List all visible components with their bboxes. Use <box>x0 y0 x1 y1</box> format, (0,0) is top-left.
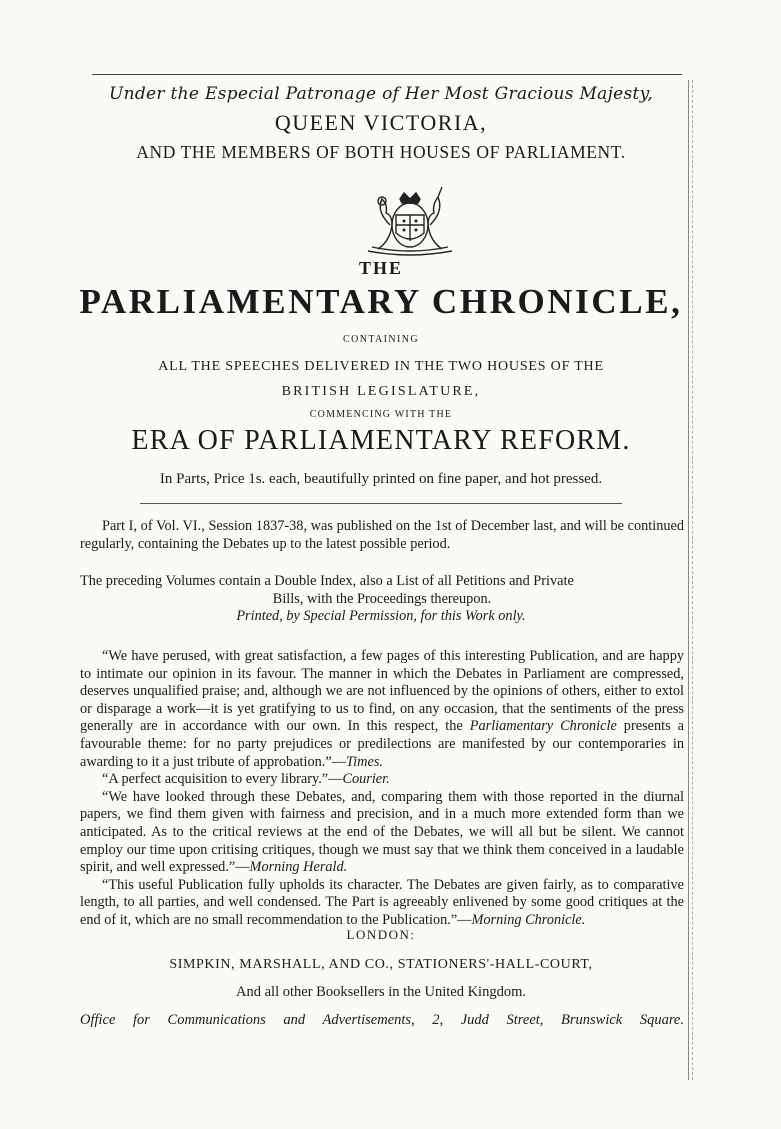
review-chronicle <box>80 877 684 930</box>
reviews-block <box>80 648 684 930</box>
top-rule <box>92 74 682 75</box>
review-courier <box>80 771 684 789</box>
review-chronicle-source: Morning Chronicle. <box>471 911 586 928</box>
royal-coat-of-arms-icon <box>342 185 478 259</box>
members-line: AND THE MEMBERS OF BOTH HOUSES OF PARLIAMENT. <box>136 142 626 162</box>
patronage-line: Under the Especial Patronage of Her Most Gracious Majesty, <box>108 84 654 104</box>
review-times-text2: presents a favourable theme: for no party prejudices or predilections are manifested by our contemporaries in awarding to it a just tribute of approbation.”— <box>80 718 684 770</box>
imprint-booksellers: And all other Booksellers in the United Kingdom. <box>236 984 526 1000</box>
review-times-source: Times. <box>346 753 383 770</box>
review-times <box>80 648 684 771</box>
review-herald <box>80 789 684 877</box>
volumes-notice-line-a: The preceding Volumes contain a Double Index, also a List of all Petitions and Private <box>80 573 574 589</box>
price-line: In Parts, Price 1s. each, beautifully printed on fine paper, and hot pressed. <box>159 471 603 487</box>
title-the: THE <box>358 258 403 278</box>
review-courier-text: “A perfect acquisition to every library.”— <box>102 771 343 788</box>
imprint-publisher: SIMPKIN, MARSHALL, AND CO., STATIONERS'-HALL-COURT, <box>169 957 593 972</box>
volumes-notice <box>80 573 684 608</box>
review-times-italic: Parliamentary Chronicle <box>469 718 617 735</box>
review-courier-source: Courier. <box>342 771 390 788</box>
review-times-text: “We have perused, with great satisfaction, a few pages of this interesting Publication, and are happy to intimate our opinion in its favour. The manner in which the Debates in Parliament are compressed, deserves unqualified praise; and, although we are not influenced by the opinions of others, either to extol or disparage a work—it is yet gratifying to us to find, on any occasion, that the sentiments of the press generally are in accordance with our own. In this respect, the <box>80 648 684 735</box>
volumes-notice-line-b: Bills, with the Proceedings thereupon. <box>272 590 492 607</box>
part-notice <box>80 518 684 553</box>
title-commencing: COMMENCING WITH THE <box>309 409 453 420</box>
imprint-city: LONDON: <box>346 927 416 942</box>
review-herald-source: Morning Herald. <box>249 859 348 876</box>
review-herald-text: “We have looked through these Debates, and, comparing them with those reported in the diurnal papers, we find them given with fairness and precision, and in a much more extended form than we anticipated. As to the critical reviews at the end of the Debates, we will all but be silent. We cannot employ our time upon critising critiques, though we must say that we think them conceived in a laudable spirit, and well expressed.”— <box>80 788 684 876</box>
right-edge-dashed-line <box>692 80 693 1080</box>
review-chronicle-text: “This useful Publication fully upholds its character. The Debates are given fairly, as to comparative length, to all parties, and well condensed. The Part is agreeably enlivened by some good critiques at the end of it, which are no small recommendation to the Publication.”— <box>80 876 684 928</box>
printed-permission: Printed, by Special Permission, for this Work only. <box>236 608 526 624</box>
title-speeches: ALL THE SPEECHES DELIVERED IN THE TWO HOUSES OF THE <box>158 359 604 374</box>
divider-rule <box>140 503 622 504</box>
part-notice-text: Part I, of Vol. VI., Session 1837-38, was published on the 1st of December last, and will be continued regularly, containing the Debates up to the latest possible period. <box>80 518 684 552</box>
queen-line: QUEEN VICTORIA, <box>274 110 488 135</box>
title-era: ERA OF PARLIAMENTARY REFORM. <box>131 425 631 456</box>
imprint-office: Office for Communications and Advertisements, 2, Judd Street, Brunswick Square. <box>80 1012 684 1028</box>
title-legislature: BRITISH LEGISLATURE, <box>281 384 481 399</box>
title-main: PARLIAMENTARY CHRONICLE, <box>79 282 683 321</box>
title-containing: CONTAINING <box>343 334 419 345</box>
